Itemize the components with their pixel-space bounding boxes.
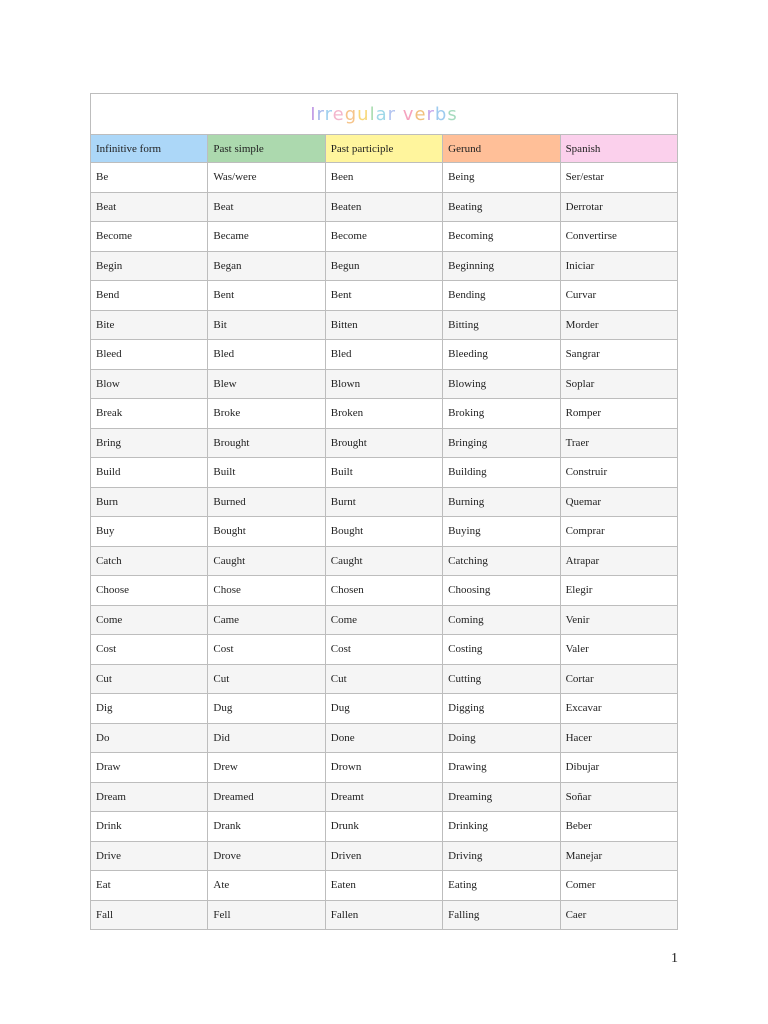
table-row — [91, 605, 678, 635]
title-letter: r — [316, 103, 325, 125]
table-row — [91, 399, 678, 429]
table-cell: Become — [91, 222, 208, 252]
table-cell: Bit — [208, 310, 325, 340]
table-cell: Costing — [443, 635, 560, 665]
table-cell: Cut — [208, 664, 325, 694]
title-letter: s — [447, 103, 458, 125]
title-letter: e — [414, 103, 427, 125]
title-letter: u — [357, 103, 370, 125]
table-cell: Dreamt — [325, 782, 442, 812]
table-row — [91, 694, 678, 724]
table-cell: Come — [325, 605, 442, 635]
table-cell: Choose — [91, 576, 208, 606]
table-cell: Break — [91, 399, 208, 429]
title-letter: r — [387, 103, 397, 125]
table-cell: Build — [91, 458, 208, 488]
table-cell: Eat — [91, 871, 208, 901]
table-cell: Caught — [208, 546, 325, 576]
table-cell: Comprar — [560, 517, 677, 547]
table-cell: Elegir — [560, 576, 677, 606]
table-cell: Choosing — [443, 576, 560, 606]
table-row — [91, 340, 678, 370]
table-cell: Bought — [208, 517, 325, 547]
column-header: Past simple — [208, 135, 325, 163]
table-cell: Construir — [560, 458, 677, 488]
table-row — [91, 723, 678, 753]
column-header: Past participle — [325, 135, 442, 163]
table-cell: Burning — [443, 487, 560, 517]
table-cell: Soplar — [560, 369, 677, 399]
table-cell: Morder — [560, 310, 677, 340]
table-cell: Dig — [91, 694, 208, 724]
table-cell: Been — [325, 163, 442, 193]
table-cell: Cut — [325, 664, 442, 694]
column-header-row — [91, 135, 678, 163]
table-cell: Came — [208, 605, 325, 635]
table-cell: Drive — [91, 841, 208, 871]
table-cell: Convertirse — [560, 222, 677, 252]
table-cell: Cost — [208, 635, 325, 665]
table-row — [91, 458, 678, 488]
table-cell: Dreaming — [443, 782, 560, 812]
table-cell: Cost — [325, 635, 442, 665]
column-header: Gerund — [443, 135, 560, 163]
table-cell: Buy — [91, 517, 208, 547]
table-row — [91, 192, 678, 222]
table-cell: Blew — [208, 369, 325, 399]
table-cell: Bend — [91, 281, 208, 311]
table-cell: Romper — [560, 399, 677, 429]
irregular-verbs-table — [90, 93, 678, 930]
title-row — [91, 94, 678, 135]
table-cell: Chose — [208, 576, 325, 606]
table-cell: Bring — [91, 428, 208, 458]
table-cell: Bled — [208, 340, 325, 370]
table-row — [91, 664, 678, 694]
table-cell: Beating — [443, 192, 560, 222]
table-row — [91, 871, 678, 901]
table-cell: Dream — [91, 782, 208, 812]
table-cell: Cortar — [560, 664, 677, 694]
table-cell: Broken — [325, 399, 442, 429]
table-row — [91, 281, 678, 311]
table-cell: Cutting — [443, 664, 560, 694]
table-cell: Excavar — [560, 694, 677, 724]
table-row — [91, 487, 678, 517]
table-cell: Driven — [325, 841, 442, 871]
table-cell: Drinking — [443, 812, 560, 842]
table-row — [91, 163, 678, 193]
page-number: 1 — [671, 951, 678, 966]
table-cell: Drink — [91, 812, 208, 842]
table-row — [91, 517, 678, 547]
title-letter: I — [310, 103, 317, 125]
table-cell: Dibujar — [560, 753, 677, 783]
table-row — [91, 251, 678, 281]
table-cell: Eaten — [325, 871, 442, 901]
table-cell: Bending — [443, 281, 560, 311]
table-cell: Burnt — [325, 487, 442, 517]
column-header: Spanish — [560, 135, 677, 163]
table-cell: Becoming — [443, 222, 560, 252]
table-cell: Bitting — [443, 310, 560, 340]
table-cell: Begin — [91, 251, 208, 281]
table-cell: Iniciar — [560, 251, 677, 281]
table-cell: Did — [208, 723, 325, 753]
title-letter: a — [375, 103, 388, 125]
table-cell: Being — [443, 163, 560, 193]
table-cell: Become — [325, 222, 442, 252]
table-cell: Drank — [208, 812, 325, 842]
table-cell: Sangrar — [560, 340, 677, 370]
table-cell: Coming — [443, 605, 560, 635]
table-cell: Was/were — [208, 163, 325, 193]
table-cell: Fallen — [325, 900, 442, 930]
table-cell: Drove — [208, 841, 325, 871]
table-cell: Hacer — [560, 723, 677, 753]
table-row — [91, 428, 678, 458]
table-cell: Beat — [208, 192, 325, 222]
table-cell: Bought — [325, 517, 442, 547]
table-cell: Doing — [443, 723, 560, 753]
table-cell: Manejar — [560, 841, 677, 871]
table-row — [91, 310, 678, 340]
table-row — [91, 753, 678, 783]
table-cell: Became — [208, 222, 325, 252]
table-cell: Catch — [91, 546, 208, 576]
table-cell: Built — [208, 458, 325, 488]
table-cell: Burned — [208, 487, 325, 517]
table-cell: Ate — [208, 871, 325, 901]
table-cell: Blow — [91, 369, 208, 399]
table-cell: Catching — [443, 546, 560, 576]
table-cell: Driving — [443, 841, 560, 871]
table-cell: Bitten — [325, 310, 442, 340]
table-cell: Falling — [443, 900, 560, 930]
table-cell: Drown — [325, 753, 442, 783]
table-cell: Come — [91, 605, 208, 635]
table-cell: Eating — [443, 871, 560, 901]
table-cell: Venir — [560, 605, 677, 635]
table-cell: Built — [325, 458, 442, 488]
table-cell: Cut — [91, 664, 208, 694]
table-cell: Cost — [91, 635, 208, 665]
table-cell: Dreamed — [208, 782, 325, 812]
table-cell: Bite — [91, 310, 208, 340]
table-title-cell — [91, 94, 678, 135]
table-title — [310, 104, 458, 125]
table-cell: Bleed — [91, 340, 208, 370]
title-letter: e — [332, 103, 345, 125]
table-cell: Blown — [325, 369, 442, 399]
table-cell: Chosen — [325, 576, 442, 606]
table-row — [91, 812, 678, 842]
table-cell: Valer — [560, 635, 677, 665]
table-cell: Curvar — [560, 281, 677, 311]
table-cell: Derrotar — [560, 192, 677, 222]
title-letter: g — [344, 103, 358, 125]
table-cell: Beber — [560, 812, 677, 842]
table-cell: Beginning — [443, 251, 560, 281]
table-cell: Broke — [208, 399, 325, 429]
table-cell: Drunk — [325, 812, 442, 842]
table-cell: Began — [208, 251, 325, 281]
table-cell: Blowing — [443, 369, 560, 399]
title-letter: v — [402, 103, 415, 125]
table-cell: Atrapar — [560, 546, 677, 576]
table-row — [91, 576, 678, 606]
table-row — [91, 841, 678, 871]
table-cell: Digging — [443, 694, 560, 724]
table-cell: Beat — [91, 192, 208, 222]
title-letter — [396, 104, 403, 125]
table-cell: Do — [91, 723, 208, 753]
table-cell: Bringing — [443, 428, 560, 458]
table-cell: Drawing — [443, 753, 560, 783]
table-cell: Burn — [91, 487, 208, 517]
title-letter: b — [434, 103, 448, 125]
table-cell: Bled — [325, 340, 442, 370]
table-cell: Bent — [325, 281, 442, 311]
table-row — [91, 369, 678, 399]
table-cell: Ser/estar — [560, 163, 677, 193]
table-cell: Brought — [325, 428, 442, 458]
table-row — [91, 900, 678, 930]
table-row — [91, 546, 678, 576]
table-cell: Dug — [325, 694, 442, 724]
table-cell: Broking — [443, 399, 560, 429]
table-cell: Soñar — [560, 782, 677, 812]
table-cell: Bleeding — [443, 340, 560, 370]
table-cell: Quemar — [560, 487, 677, 517]
table-cell: Draw — [91, 753, 208, 783]
table-cell: Caer — [560, 900, 677, 930]
table-cell: Buying — [443, 517, 560, 547]
table-cell: Bent — [208, 281, 325, 311]
table-cell: Begun — [325, 251, 442, 281]
table-cell: Drew — [208, 753, 325, 783]
table-cell: Caught — [325, 546, 442, 576]
table-cell: Brought — [208, 428, 325, 458]
title-letter: r — [324, 103, 333, 125]
table-cell: Fall — [91, 900, 208, 930]
title-letter: r — [426, 103, 435, 125]
table-cell: Be — [91, 163, 208, 193]
table-cell: Building — [443, 458, 560, 488]
table-cell: Traer — [560, 428, 677, 458]
table-cell: Done — [325, 723, 442, 753]
column-header: Infinitive form — [91, 135, 208, 163]
table-cell: Fell — [208, 900, 325, 930]
table-cell: Beaten — [325, 192, 442, 222]
table-cell: Comer — [560, 871, 677, 901]
title-letter: l — [369, 103, 376, 125]
table-cell: Dug — [208, 694, 325, 724]
table-row — [91, 635, 678, 665]
table-row — [91, 782, 678, 812]
verbs-table-body — [91, 163, 678, 930]
table-row — [91, 222, 678, 252]
